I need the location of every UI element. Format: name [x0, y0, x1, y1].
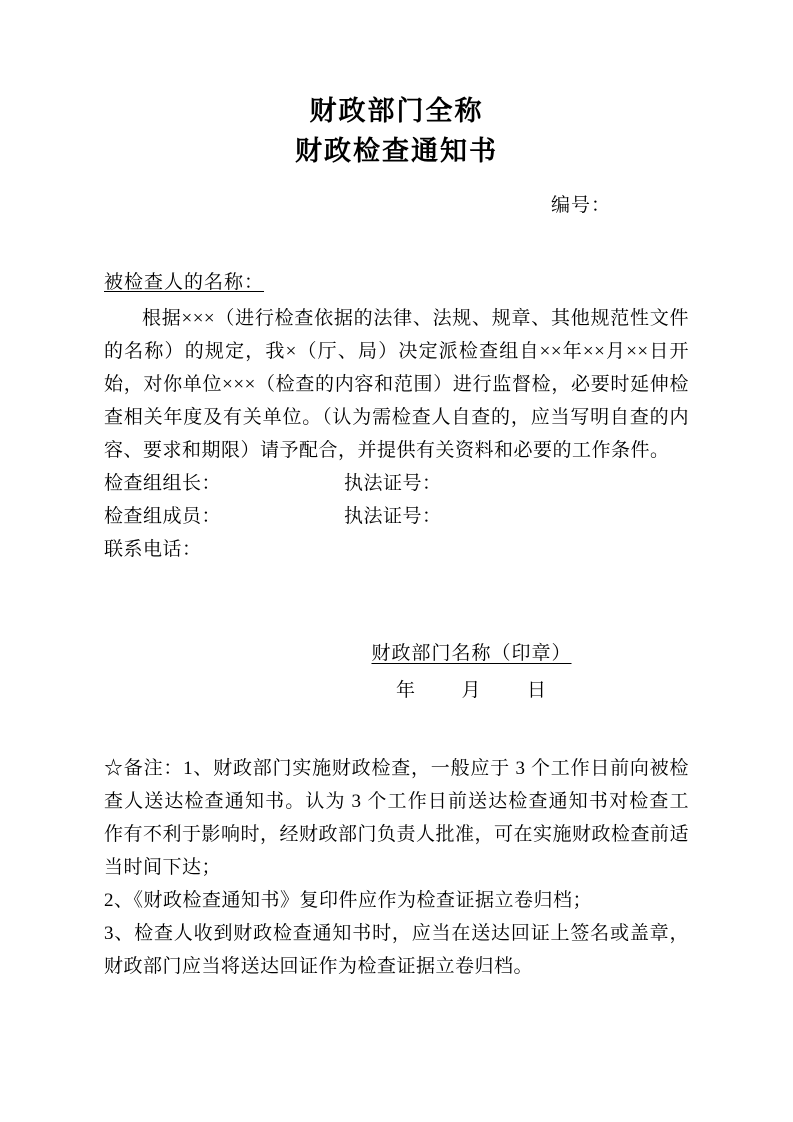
- note-item: 2、《财政检查通知书》复印件应作为检查证据立卷归档；: [104, 890, 593, 911]
- notes-block: [104, 752, 689, 983]
- member-certificate-label: 执法证号：: [344, 506, 442, 527]
- note-item: ☆备注：1、财政部门实施财政检查，一般应于 3 个工作日前向被检查人送达检查通知书。认为 3 个工作日前送达检查通知书对检查工作有不利于影响时，经财政部门负责人批准，可在实施财政检查前适当时间下达；: [104, 758, 690, 878]
- leader-certificate-label: 执法证号：: [344, 473, 442, 494]
- date-day-label: 日: [527, 680, 548, 701]
- inspection-team-member-label: 检查组成员：: [104, 506, 222, 527]
- stamp-department-name: 财政部门名称（印章）: [371, 643, 572, 664]
- date-month-label: 月: [461, 680, 482, 701]
- signature-row: [104, 467, 689, 500]
- recipient-label-text: 被检查人的名称：: [104, 272, 265, 293]
- stamp-block: [104, 638, 689, 702]
- date-year-label: 年: [395, 680, 416, 701]
- contact-phone-label: 联系电话：: [104, 539, 202, 560]
- note-item: 3、检查人收到财政检查通知书时，应当在送达回证上签名或盖章，财政部门应当将送达回证作为检查证据立卷归档。: [104, 923, 689, 977]
- inspection-team-leader-label: 检查组组长：: [104, 473, 222, 494]
- serial-number-label: 编号：: [550, 195, 611, 216]
- page-title: 财政部门全称: [309, 96, 484, 127]
- signature-row: [104, 500, 689, 533]
- recipient-label: [104, 267, 689, 294]
- page-subtitle: 财政检查通知书: [295, 136, 498, 167]
- title-block: [104, 0, 689, 172]
- stamp-date: [254, 675, 689, 702]
- main-paragraph: 根据×××（进行检查依据的法律、法规、规章、其他规范性文件的名称）的规定，我×（厅、局）决定派检查组自××年××月××日开始，对你单位×××（检查的内容和范围）进行监督检，必要时延伸检查相关年度及有关单位。（认为需检查人自查的，应当写明自查的内容、要求和期限）请予配合，并提供有关资料和必要的工作条件。: [104, 308, 689, 461]
